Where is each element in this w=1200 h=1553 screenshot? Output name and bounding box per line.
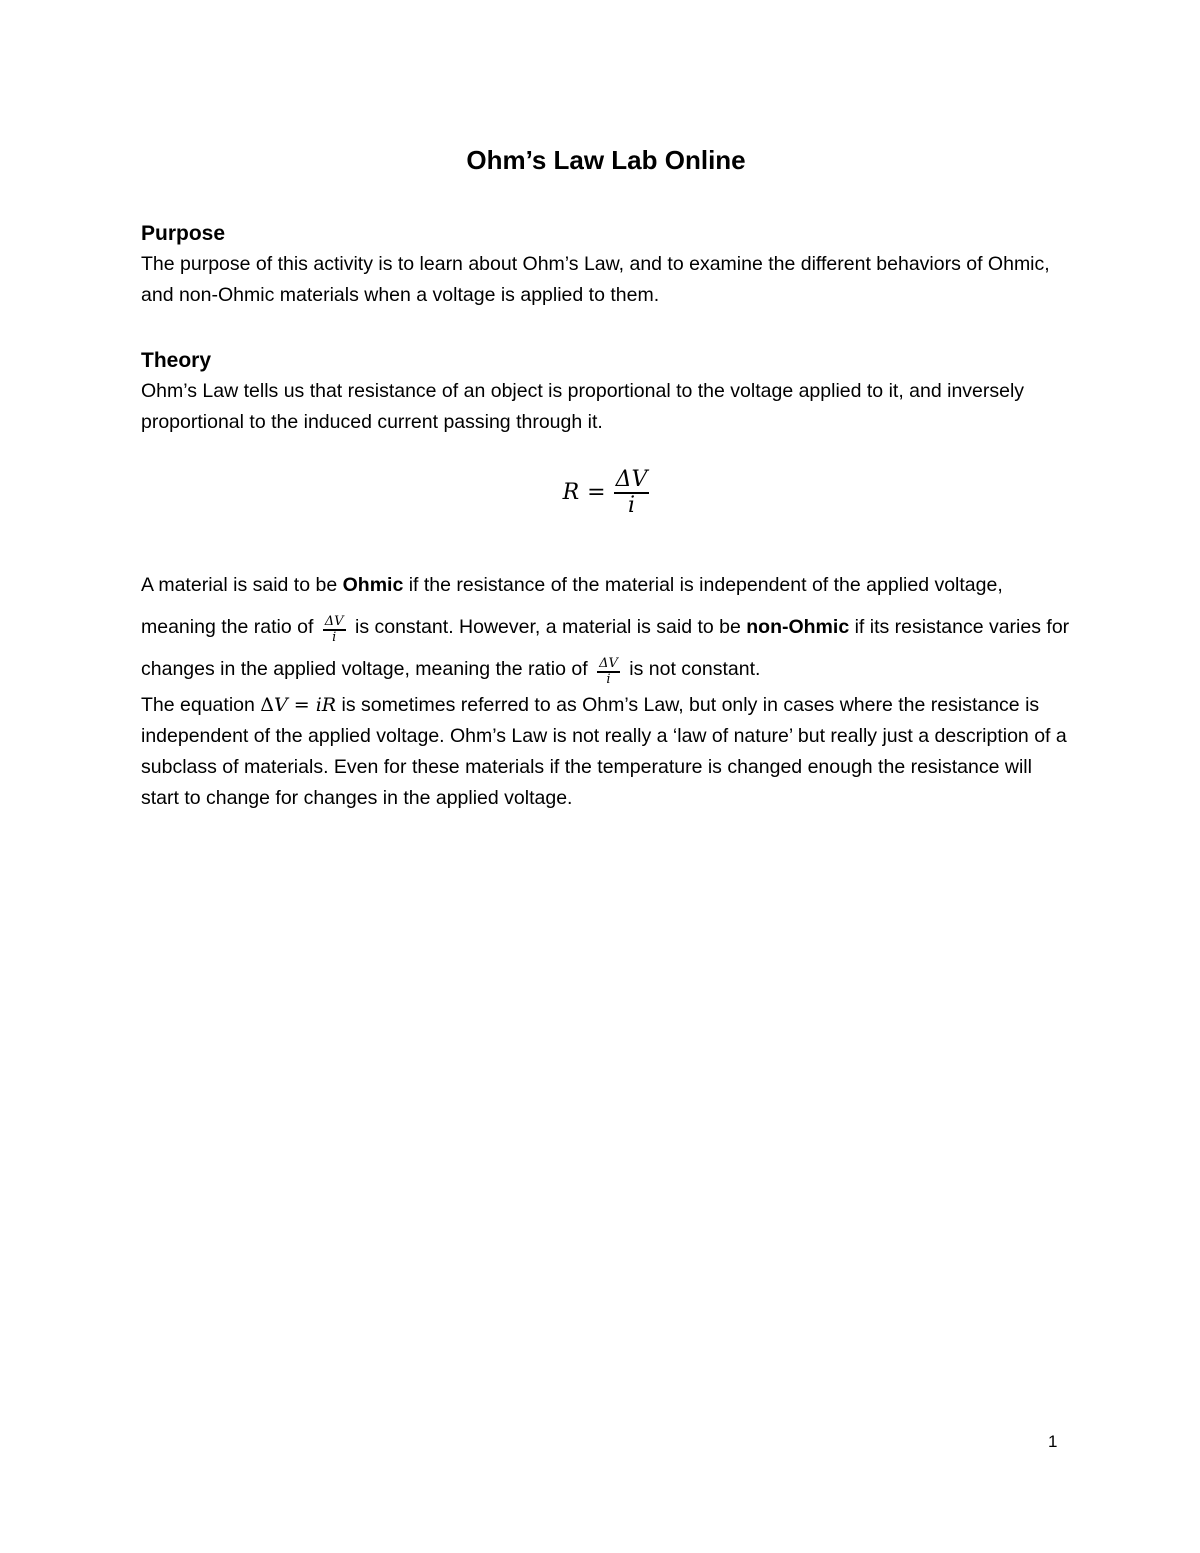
page-number: 1 [1048, 1432, 1058, 1451]
ohms-law-scope-paragraph [141, 690, 1071, 814]
text-run: is sometimes referred to as Ohm’s Law, but only in cases where the resistance is independent of the applied voltage. Ohm’s Law is not really a ‘law of nature’ but really just a description of a subclass of materials. Even for these materials if the temperature is changed enough the resistance will start to change for changes in the applied voltage. [141, 694, 1067, 809]
theory-heading: Theory [141, 349, 212, 372]
math-equals: = [287, 694, 316, 716]
text-run: The equation [141, 694, 261, 716]
text-run: if its resistance varies for changes in the applied voltage, meaning the ratio of [141, 616, 1070, 680]
ratio-fraction [323, 615, 346, 645]
text-run: A material is said to be [141, 574, 343, 596]
document-body [141, 140, 1071, 814]
equation-numerator: ΔV [615, 467, 648, 492]
ratio-numerator: ΔV [324, 613, 344, 629]
equation-denominator: i [627, 492, 636, 518]
ratio-fraction [597, 657, 620, 687]
ratio-denominator: i [332, 629, 337, 645]
ratio-denominator: i [606, 671, 611, 687]
math-ir: iR [315, 694, 337, 716]
math-v: V [274, 694, 288, 716]
equation-lhs: R [562, 480, 580, 506]
non-ohmic-term: non-Ohmic [746, 616, 850, 638]
theory-intro-paragraph: Ohm’s Law tells us that resistance of an object is proportional to the voltage applied to it, and inversely proportional to the induced current passing through it. [141, 380, 1025, 433]
document-title: Ohm’s Law Lab Online [466, 145, 746, 175]
text-run: is constant. However, a material is said to be [349, 616, 747, 638]
ohmic-definition-paragraph [141, 564, 1071, 690]
purpose-paragraph: The purpose of this activity is to learn about Ohm’s Law, and to examine the different behaviors of Ohmic, and non-Ohmic materials when a voltage is applied to them. [141, 253, 1050, 306]
math-delta: Δ [260, 694, 274, 716]
ratio-numerator: ΔV [599, 655, 618, 671]
text-run: if the resistance of the material is independent of the applied voltage, meaning the ratio of [141, 574, 1003, 638]
equation-equals: = [587, 480, 606, 506]
ohms-law-equation [141, 468, 1071, 534]
text-run: is not constant. [623, 658, 761, 680]
ohmic-term: Ohmic [342, 574, 404, 596]
equation-fraction [614, 468, 650, 518]
purpose-heading: Purpose [141, 222, 226, 245]
